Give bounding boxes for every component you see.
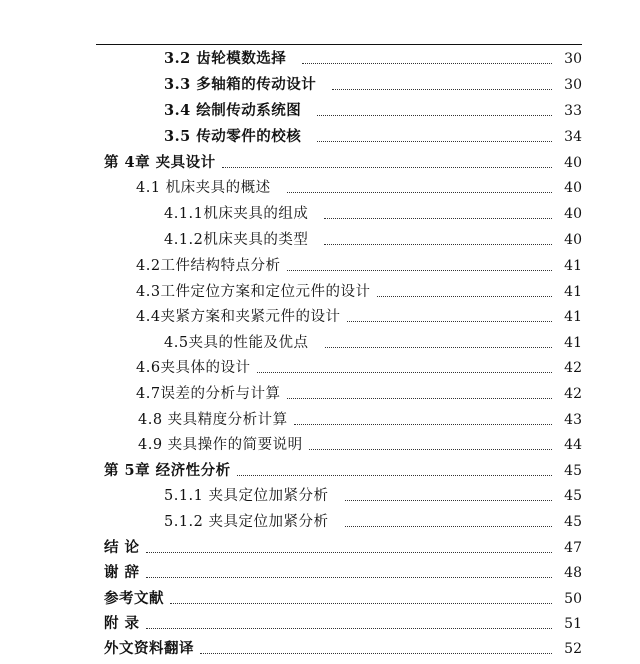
toc-entry-title: 4.5夹具的性能及优点 [164, 335, 309, 351]
toc-backmatter-entry[interactable] [104, 562, 582, 582]
toc-entry[interactable] [136, 255, 582, 275]
toc-entry-page: 41 [564, 284, 582, 300]
toc-entry-title: 5.1.2 夹具定位加紧分析 [164, 514, 329, 530]
toc-entry-page: 40 [564, 232, 582, 248]
toc-entry[interactable] [136, 306, 582, 326]
toc-entry-title: 参考文献 [104, 590, 164, 607]
toc-entry-title: 3.4 绘制传动系统图 [164, 102, 302, 119]
toc-leader [347, 321, 552, 322]
toc-leader [257, 372, 552, 373]
toc-leader [287, 398, 552, 399]
toc-leader [294, 424, 552, 425]
toc-entry[interactable] [136, 357, 582, 377]
toc-entry-page: 30 [564, 51, 582, 67]
toc-entry-title: 谢 辞 [104, 564, 140, 581]
toc-leader [345, 500, 552, 501]
toc-leader [237, 475, 552, 476]
toc-entry[interactable] [164, 100, 582, 120]
toc-backmatter-entry[interactable] [104, 638, 582, 658]
toc-entry-page: 51 [564, 616, 582, 632]
toc-leader [325, 347, 552, 348]
toc-entry[interactable] [138, 409, 582, 429]
toc-entry[interactable] [164, 229, 582, 249]
toc-leader [309, 449, 552, 450]
toc-leader [345, 526, 552, 527]
toc-entry-page: 43 [564, 412, 582, 428]
toc-backmatter-entry[interactable] [104, 613, 582, 633]
toc-entry-page: 42 [564, 386, 582, 402]
toc-entry-page: 48 [564, 565, 582, 581]
toc-entry[interactable] [164, 74, 582, 94]
toc-entry-page: 41 [564, 258, 582, 274]
toc-entry-page: 33 [564, 103, 582, 119]
toc-entry[interactable] [164, 485, 582, 505]
toc-entry-title: 4.6夹具体的设计 [136, 360, 251, 376]
toc-entry-page: 40 [564, 206, 582, 222]
toc-leader [324, 218, 552, 219]
toc-entry-page: 44 [564, 437, 582, 453]
toc-entry-page: 52 [564, 641, 582, 657]
toc-entry-page: 45 [564, 463, 582, 479]
toc-entry-page: 40 [564, 180, 582, 196]
toc-leader [287, 270, 552, 271]
toc-entry-title: 4.9 夹具操作的简要说明 [138, 437, 303, 453]
toc-entry-title: 4.3工件定位方案和定位元件的设计 [136, 284, 371, 300]
toc-leader [146, 552, 552, 553]
toc-entry-title: 3.2 齿轮模数选择 [164, 50, 287, 67]
toc-entry-page: 41 [564, 309, 582, 325]
toc-leader [170, 603, 552, 604]
toc-entry-title: 第 5章 经济性分析 [104, 462, 231, 479]
toc-backmatter-entry[interactable] [104, 588, 582, 608]
toc-entry-title: 3.3 多轴箱的传动设计 [164, 76, 317, 93]
toc-entry-page: 50 [564, 591, 582, 607]
toc-entry[interactable] [164, 511, 582, 531]
toc-entry[interactable] [164, 332, 582, 352]
toc-entry-title: 结 论 [104, 539, 140, 556]
toc-leader [317, 141, 552, 142]
toc-entry-page: 41 [564, 335, 582, 351]
toc-entry-title: 4.8 夹具精度分析计算 [138, 412, 288, 428]
toc-leader [377, 296, 552, 297]
toc-entry-title: 第 4章 夹具设计 [104, 154, 216, 171]
toc-entry-page: 45 [564, 488, 582, 504]
toc-chapter-entry[interactable] [104, 460, 582, 480]
toc-leader [287, 192, 552, 193]
toc-entry[interactable] [164, 48, 582, 68]
toc-entry[interactable] [164, 203, 582, 223]
toc-leader [302, 63, 552, 64]
toc-leader [222, 167, 552, 168]
toc-leader [146, 577, 552, 578]
toc-leader [324, 244, 552, 245]
toc-leader [200, 653, 552, 654]
toc-entry[interactable] [136, 281, 582, 301]
toc-leader [146, 628, 552, 629]
toc-entry-title: 5.1.1 夹具定位加紧分析 [164, 488, 329, 504]
toc-entry-title: 4.1.1机床夹具的组成 [164, 206, 309, 222]
toc-chapter-entry[interactable] [104, 152, 582, 172]
toc-entry-title: 4.4夹紧方案和夹紧元件的设计 [136, 309, 341, 325]
toc-leader [317, 115, 552, 116]
toc-entry-page: 42 [564, 360, 582, 376]
toc-entry[interactable] [136, 177, 582, 197]
toc-entry-title: 3.5 传动零件的校核 [164, 128, 302, 145]
toc-entry[interactable] [136, 383, 582, 403]
toc-entry-page: 30 [564, 77, 582, 93]
toc-entry-title: 4.2工件结构特点分析 [136, 258, 281, 274]
toc-entry-page: 34 [564, 129, 582, 145]
toc-entry-page: 45 [564, 514, 582, 530]
toc-entry-title: 4.7误差的分析与计算 [136, 386, 281, 402]
toc-entry[interactable] [164, 126, 582, 146]
toc-entry-page: 40 [564, 155, 582, 171]
header-rule [96, 44, 582, 45]
toc-leader [332, 89, 552, 90]
toc-entry[interactable] [138, 434, 582, 454]
toc-entry-page: 47 [564, 540, 582, 556]
toc-backmatter-entry[interactable] [104, 537, 582, 557]
toc-entry-title: 4.1.2机床夹具的类型 [164, 232, 309, 248]
toc-entry-title: 外文资料翻译 [104, 640, 194, 657]
toc-entry-title: 附 录 [104, 615, 140, 632]
toc-entry-title: 4.1 机床夹具的概述 [136, 180, 271, 196]
